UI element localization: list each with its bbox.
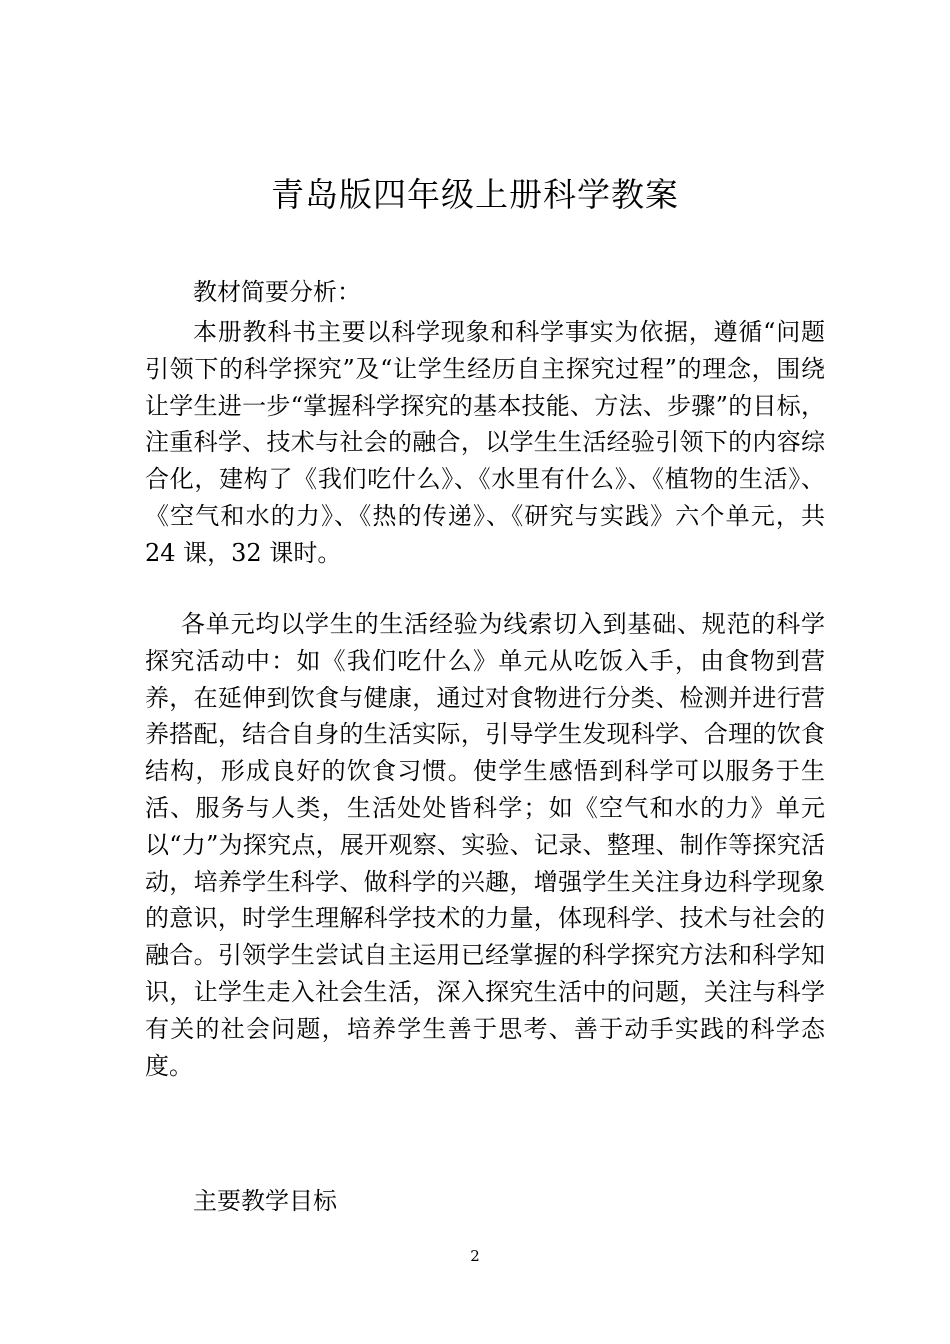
paragraph-overview: 本册教科书主要以科学现象和科学事实为依据，遵循“问题引领下的科学探究”及“让学生经历自主探究过程”的理念，围绕让学生进一步“掌握科学探究的基本技能、方法、步骤”的目标，注重科学、技术与社会的融合，以学生生活经验引领下的内容综合化，建构了《我们吃什么》、《水里有什么》、《植物的生活》、《空气和水的力》、《热的传递》、《研究与实践》六个单元，共 24 课，32 课时。 [145, 318, 825, 567]
section-heading-goals: 主要教学目标 [193, 1187, 337, 1215]
document-title: 青岛版四年级上册科学教案 [271, 175, 679, 214]
section-heading-analysis: 教材简要分析： [193, 278, 361, 306]
paragraph-units: 各单元均以学生的生活经验为线索切入到基础、规范的科学探究活动中：如《我们吃什么》单元从吃饭入手，由食物到营养，在延伸到饮食与健康，通过对食物进行分类、检测并进行营养搭配，结合自身的生活实际，引导学生发现科学、合理的饮食结构，形成良好的饮食习惯。使学生感悟到科学可以服务于生活、服务与人类，生活处处皆科学；如《空气和水的力》单元以“力”为探究点，展开观察、实验、记录、整理、制作等探究活动，培养学生科学、做科学的兴趣，增强学生关注身边科学现象的意识，时学生理解科学技术的力量，体现科学、技术与社会的融合。引领学生尝试自主运用已经掌握的科学探究方法和科学知识，让学生走入社会生活，深入探究生活中的问题，关注与科学有关的社会问题，培养学生善于思考、善于动手实践的科学态度。 [145, 610, 825, 1080]
page-number: 2 [470, 1247, 480, 1265]
